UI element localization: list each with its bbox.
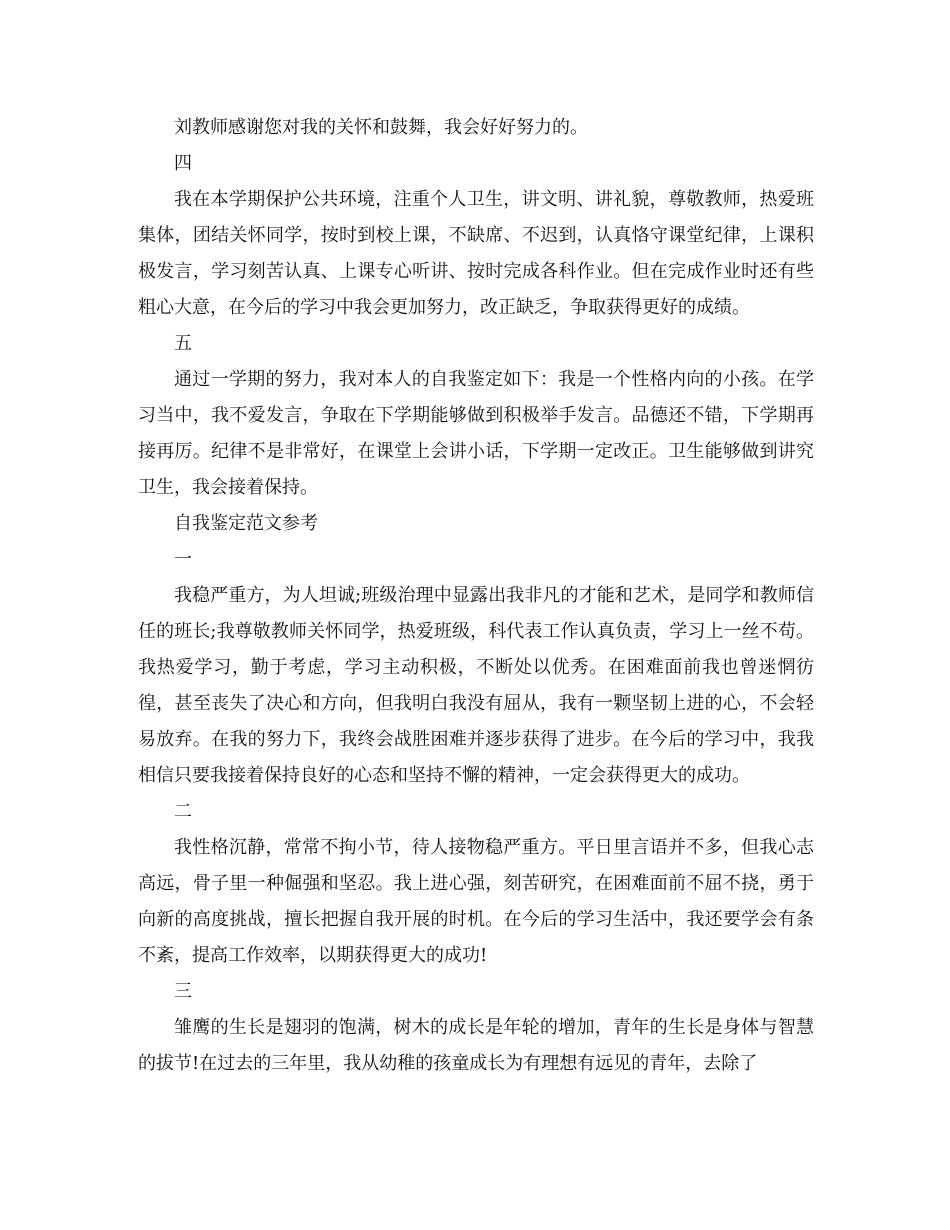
paragraph-3: 雏鹰的生长是翅羽的饱满，树木的成长是年轮的增加，青年的生长是身体与智慧的拔节!在过去的三年里，我从幼稚的孩童成长为有理想有远见的青年，去除了 [138,1017,814,1074]
paragraph-4: 我在本学期保护公共环境，注重个人卫生，讲文明、讲礼貌，尊敬教师，热爱班集体，团结关怀同学，按时到校上课，不缺席、不迟到，认真恪守课堂纪律，上课积极发言，学习刻苦认真、上课专心听讲、按时完成各科作业。但在完成作业时还有些粗心大意，在今后的学习中我会更加努力，改正缺乏，争取获得更好的成绩。 [138,189,814,318]
section-heading-3: 三 [174,981,192,1002]
section-title: 自我鉴定范文参考 [174,513,318,534]
section-heading-2: 二 [174,801,192,822]
paragraph-5: 通过一学期的努力，我对本人的自我鉴定如下：我是一个性格内向的小孩。在学习当中，我不爱发言，争取在下学期能够做到积极举手发言。品德还不错，下学期再接再厉。纪律不是非常好，在课堂上会讲小话，下学期一定改正。卫生能够做到讲究卫生，我会接着保持。 [138,369,814,498]
section-heading-1: 一 [174,549,192,570]
paragraph-1: 我稳严重方，为人坦诚;班级治理中显露出我非凡的才能和艺术，是同学和教师信任的班长;我尊敬教师关怀同学，热爱班级，科代表工作认真负责，学习上一丝不苟。我热爱学习，勤于考虑，学习主动积极，不断处以优秀。在困难面前我也曾迷惘彷徨，甚至丧失了决心和方向，但我明白我没有屈从，我有一颗坚韧上进的心，不会轻易放弃。在我的努力下，我终会战胜困难并逐步获得了进步。在今后的学习中，我我相信只要我接着保持良好的心态和坚持不懈的精神，一定会获得更大的成功。 [138,585,814,786]
section-heading-5: 五 [174,333,192,354]
document-body [138,110,814,1082]
section-heading-4: 四 [174,153,192,174]
closing-line: 刘教师感谢您对我的关怀和鼓舞，我会好好努力的。 [174,117,588,138]
paragraph-2: 我性格沉静，常常不拘小节，待人接物稳严重方。平日里言语并不多，但我心志高远，骨子里一种倔强和坚忍。我上进心强，刻苦研究，在困难面前不屈不挠，勇于向新的高度挑战，擅长把握自我开展的时机。在今后的学习生活中，我还要学会有条不紊，提高工作效率，以期获得更大的成功! [138,837,814,966]
